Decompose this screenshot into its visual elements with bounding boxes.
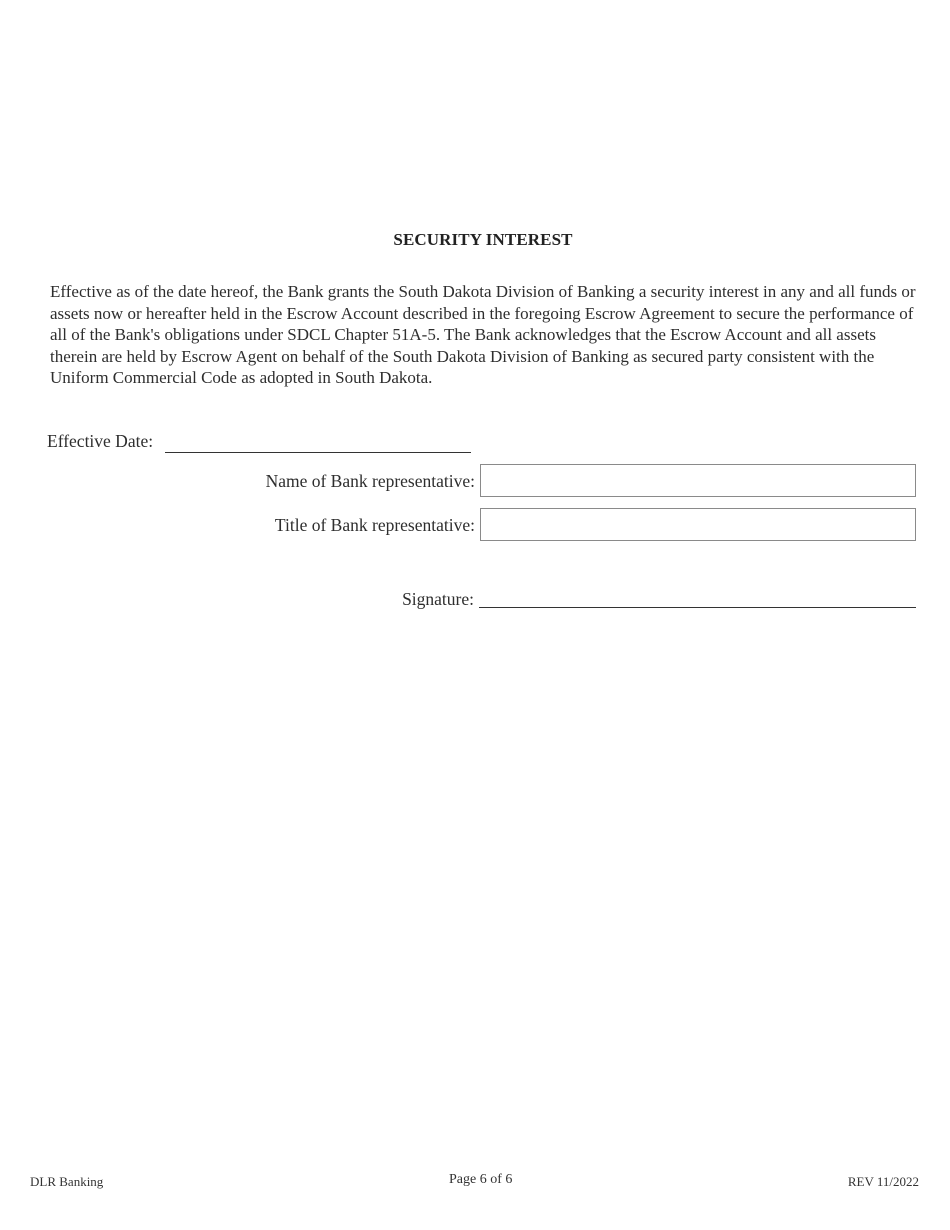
footer-department: DLR Banking [30,1174,104,1189]
signature-line[interactable] [479,607,916,608]
security-interest-paragraph: Effective as of the date hereof, the Bank grants the South Dakota Division of Banking a security interest in any and all funds or assets now or hereafter held in the Escrow Account described in the foregoing Escrow Agreement to secure the performance of all of the Bank's obligations under SDCL Chapter 51A-5. The Bank acknowledges that the Escrow Account and all assets therein are held by Escrow Agent on behalf of the South Dakota Division of Banking as secured party consistent with the Uniform Commercial Code as adopted in South Dakota. [50,282,916,388]
bank-rep-name-field[interactable] [480,464,916,497]
bank-rep-title-field[interactable] [480,508,916,541]
bank-rep-name-label: Name of Bank representative: [265,471,475,491]
bank-rep-title-label: Title of Bank representative: [274,515,475,535]
effective-date-label: Effective Date: [47,431,154,451]
signature-label: Signature: [402,589,474,609]
footer-revision: REV 11/2022 [847,1174,919,1189]
effective-date-line[interactable] [165,452,471,453]
document-title: SECURITY INTEREST [393,230,573,249]
footer-page-number: Page 6 of 6 [449,1172,513,1187]
